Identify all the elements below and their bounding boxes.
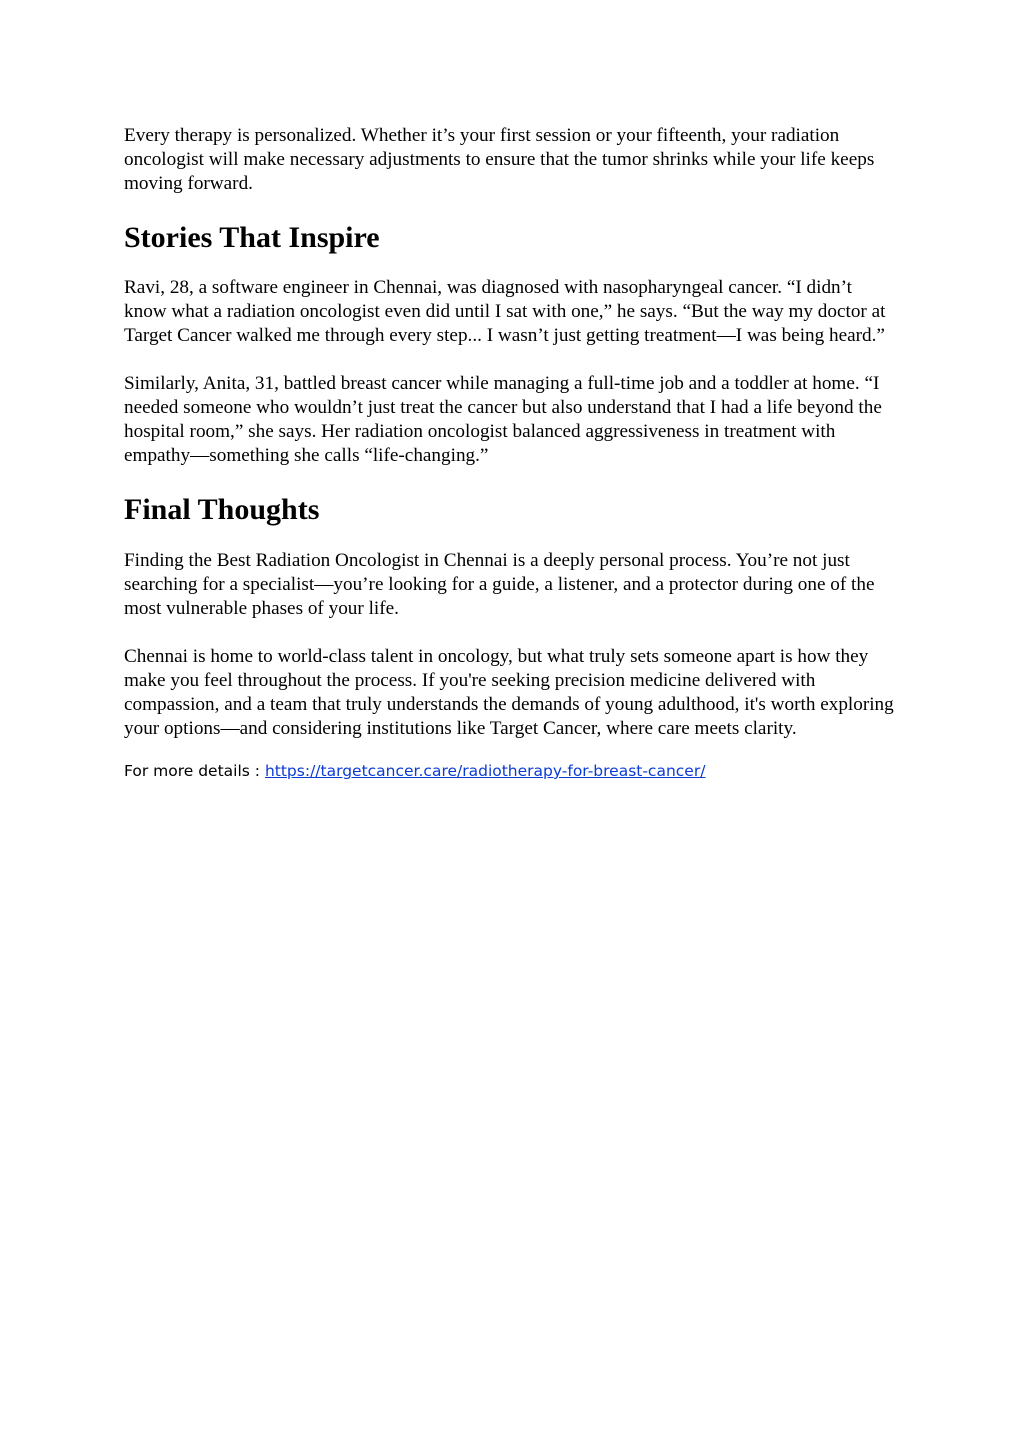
stories-paragraph-anita: Similarly, Anita, 31, battled breast cancer while managing a full-time job and a toddler at home. “I needed someone who wouldn’t just treat the cancer but also understand that I had a life beyond the hospital room,” she says. Her radiation oncologist balanced aggressiveness in treatment with empathy—something she calls “life-changing.” [124,373,882,466]
more-details-link[interactable]: https://targetcancer.care/radiotherapy-for-breast-cancer/ [264,762,706,780]
more-details-line [124,761,899,781]
stories-paragraph-ravi: Ravi, 28, a software engineer in Chennai, was diagnosed with nasopharyngeal cancer. “I didn’t know what a radiation oncologist even did until I sat with one,” he says. “But the way my doctor at Target Cancer walked me through every step... I wasn’t just getting treatment—I was being heard.” [124,277,886,346]
document-page [124,124,899,781]
final-thoughts-heading: Final Thoughts [124,493,320,526]
final-paragraph-2: Chennai is home to world-class talent in oncology, but what truly sets someone apart is how they make you feel throughout the process. If you're seeking precision medicine delivered with compassion, and a team that truly understands the demands of young adulthood, it's worth exploring your options—and considering institutions like Target Cancer, where care meets clarity. [124,646,894,739]
intro-paragraph: Every therapy is personalized. Whether it’s your first session or your fifteenth, your radiation oncologist will make necessary adjustments to ensure that the tumor shrinks while your life keeps moving forward. [124,125,875,194]
stories-heading: Stories That Inspire [124,221,380,254]
more-details-label: For more details : [124,762,265,780]
final-paragraph-1: Finding the Best Radiation Oncologist in Chennai is a deeply personal process. You’re not just searching for a specialist—you’re looking for a guide, a listener, and a protector during one of the most vulnerable phases of your life. [124,550,875,619]
